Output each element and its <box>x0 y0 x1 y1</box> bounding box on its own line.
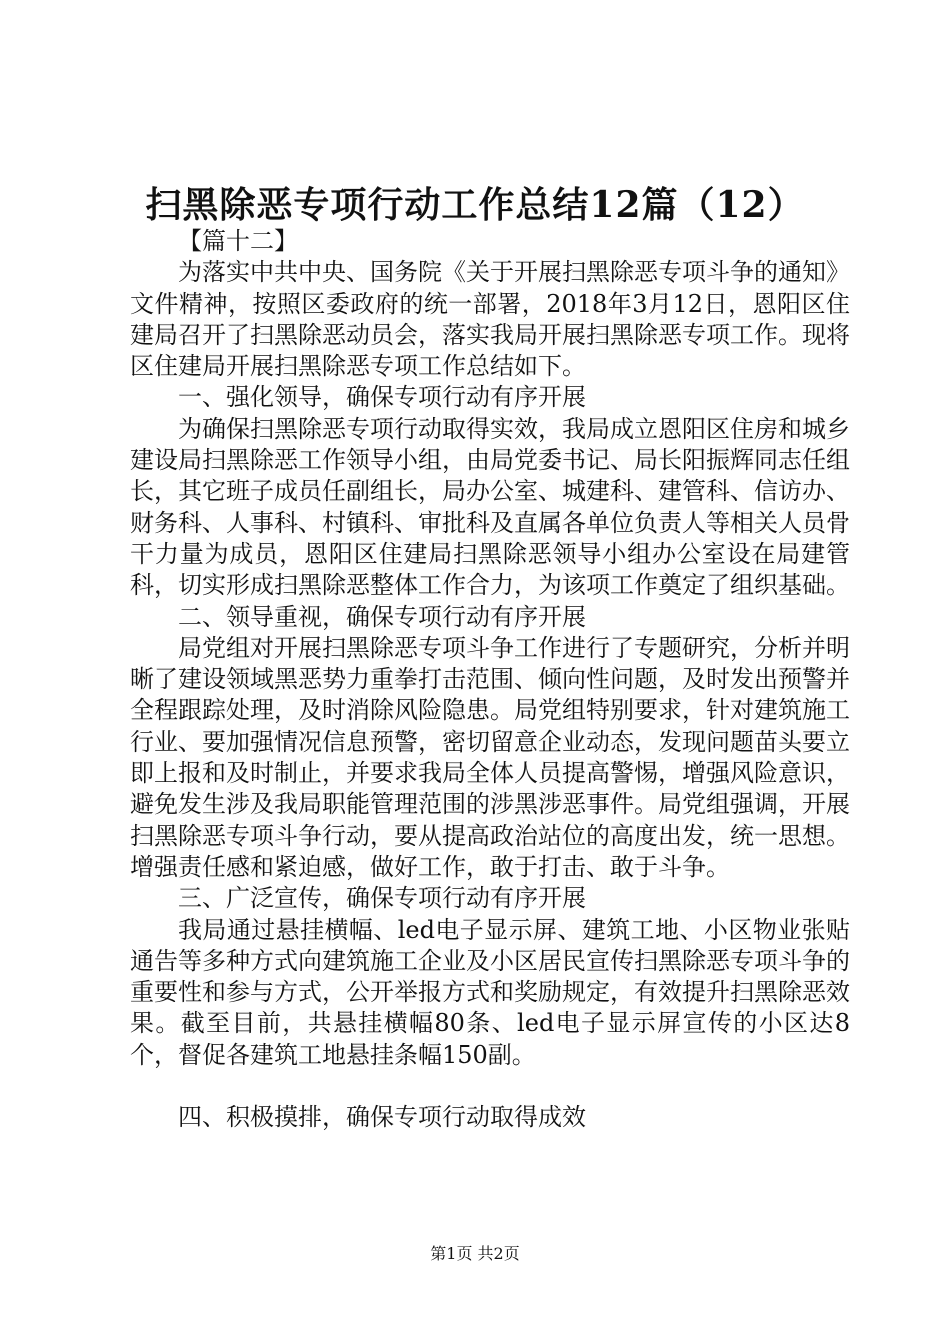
section-heading-2: 二、领导重视，确保专项行动有序开展 <box>178 602 586 631</box>
intro-paragraph: 为落实中共中央、国务院《关于开展扫黑除恶专项斗争的通知》文件精神，按照区委政府的统一部署，2018年3月12日，恩阳区住建局召开了扫黑除恶动员会，落实我局开展扫黑除恶专项工作。现将区住建局开展扫黑除恶专项工作总结如下。 <box>130 258 850 381</box>
document-body <box>130 226 850 1133</box>
document-title: 扫黑除恶专项行动工作总结12篇（12） <box>145 184 805 226</box>
page-footer: 第1页 共2页 <box>430 1244 520 1263</box>
section-heading-1: 一、强化领导，确保专项行动有序开展 <box>178 383 586 412</box>
section-heading-4: 四、积极摸排，确保专项行动取得成效 <box>178 1103 586 1132</box>
section-label: 【篇十二】 <box>178 227 298 255</box>
section-paragraph-3: 我局通过悬挂横幅、led电子显示屏、建筑工地、小区物业张贴通告等多种方式向建筑施工企业及小区居民宣传扫黑除恶专项斗争的重要性和参与方式，公开举报方式和奖励规定，有效提升扫黑除恶效果。截至目前，共悬挂横幅80条、led电子显示屏宣传的小区达8个，督促各建筑工地悬挂条幅150副。 <box>130 915 850 1069</box>
section-heading-3: 三、广泛宣传，确保专项行动有序开展 <box>178 884 586 913</box>
section-paragraph-2: 局党组对开展扫黑除恶专项斗争工作进行了专题研究，分析并明晰了建设领域黑恶势力重拳打击范围、倾向性问题，及时发出预警并全程跟踪处理，及时消除风险隐患。局党组特别要求，针对建筑施工行业、要加强情况信息预警，密切留意企业动态，发现问题苗头要立即上报和及时制止，并要求我局全体人员提高警惕，增强风险意识，避免发生涉及我局职能管理范围的涉黑涉恶事件。局党组强调，开展扫黑除恶专项斗争行动，要从提高政治站位的高度出发，统一思想。增强责任感和紧迫感，做好工作，敢于打击、敢于斗争。 <box>130 633 850 881</box>
section-paragraph-1: 为确保扫黑除恶专项行动取得实效，我局成立恩阳区住房和城乡建设局扫黑除恶工作领导小组，由局党委书记、局长阳振辉同志任组长，其它班子成员任副组长，局办公室、城建科、建管科、信访办、财务科、人事科、村镇科、审批科及直属各单位负责人等相关人员骨干力量为成员，恩阳区住建局扫黑除恶领导小组办公室设在局建管科，切实形成扫黑除恶整体工作合力，为该项工作奠定了组织基础。 <box>130 414 850 600</box>
